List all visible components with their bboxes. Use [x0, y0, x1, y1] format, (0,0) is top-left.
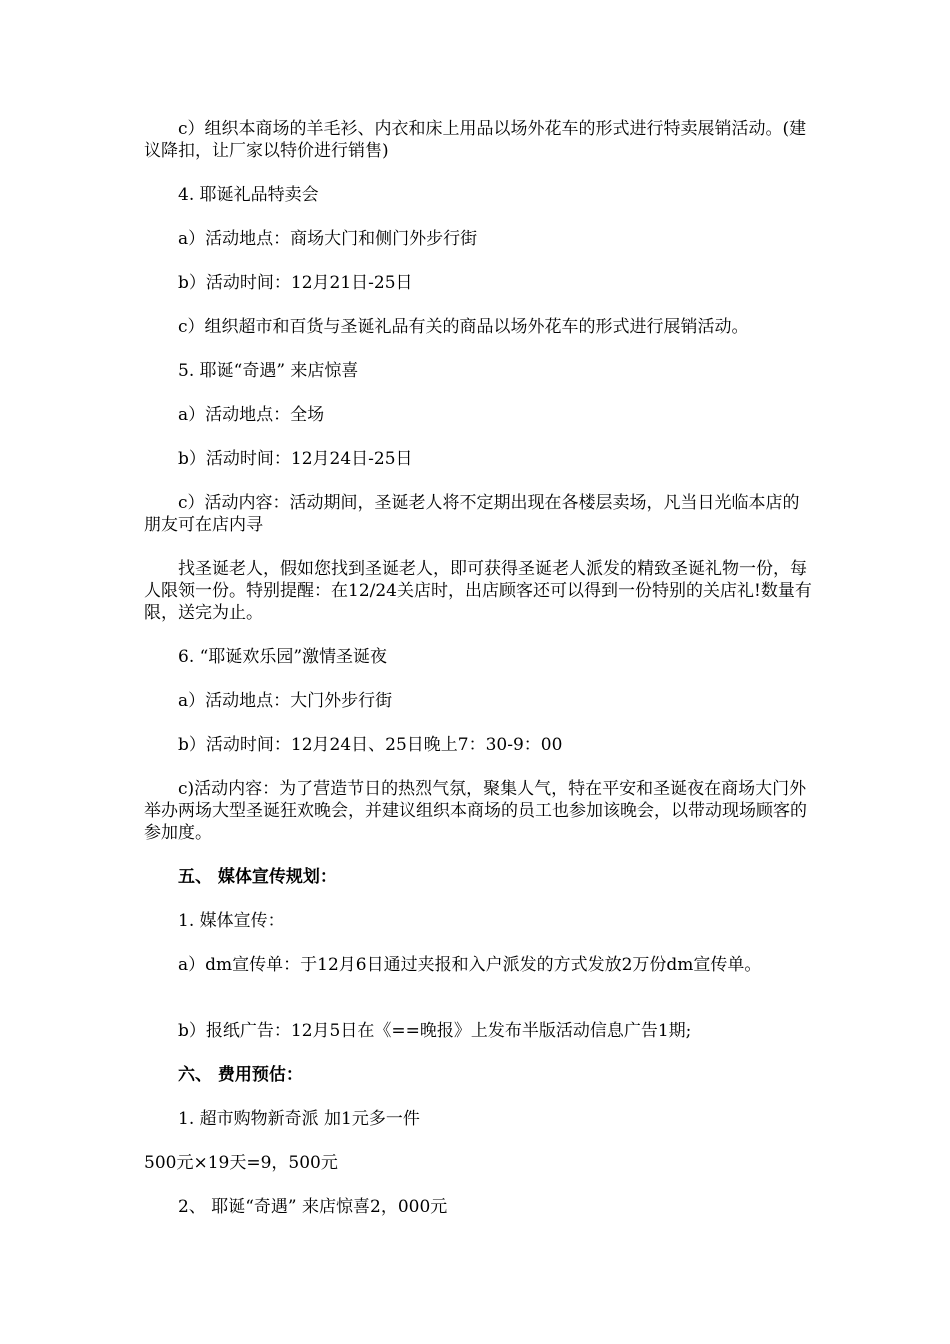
budget-item-1: 1. 超市购物新奇派 加1元多一件	[178, 1109, 420, 1129]
section-5-title: 5. 耶诞“奇遇” 来店惊喜	[178, 361, 359, 381]
paragraph-5c-content: c）活动内容：活动期间，圣诞老人将不定期出现在各楼层卖场，凡当日光临本店的朋友可在店内寻	[144, 493, 800, 535]
media-item-newspaper: b）报纸广告：12月5日在《==晚报》上发布半版活动信息广告1期;	[178, 1021, 692, 1041]
budget-item-2: 2、 耶诞“奇遇” 来店惊喜2，000元	[178, 1197, 448, 1217]
paragraph-4b-time: b）活动时间：12月21日-25日	[178, 273, 413, 293]
paragraph-6b-time: b）活动时间：12月24日、25日晚上7：30-9：00	[178, 735, 563, 755]
paragraph-5a-location: a）活动地点：全场	[178, 405, 325, 425]
paragraph-5c-continued: 找圣诞老人，假如您找到圣诞老人，即可获得圣诞老人派发的精致圣诞礼物一份，每人限领一份。特别提醒：在12/24关店时，出店顾客还可以得到一份特别的关店礼!数量有限，送完为止。	[144, 559, 812, 623]
paragraph-5b-time: b）活动时间：12月24日-25日	[178, 449, 413, 469]
section-4-title: 4. 耶诞礼品特卖会	[178, 185, 319, 205]
paragraph-sweater-sale: c）组织本商场的羊毛衫、内衣和床上用品以场外花车的形式进行特卖展销活动。(建议降扣，让厂家以特价进行销售)	[144, 119, 807, 161]
section-6-title: 6. “耶诞欢乐园”激情圣诞夜	[178, 647, 388, 667]
paragraph-4a-location: a）活动地点：商场大门和侧门外步行街	[178, 229, 478, 249]
paragraph-6c-content: c)活动内容：为了营造节日的热烈气氛，聚集人气，特在平安和圣诞夜在商场大门外举办两场大型圣诞狂欢晚会，并建议组织本商场的员工也参加该晚会，以带动现场顾客的参加度。	[144, 779, 807, 843]
section-heading-budget: 六、 费用预估：	[178, 1065, 303, 1085]
media-item-dm-flyer: a）dm宣传单：于12月6日通过夹报和入户派发的方式发放2万份dm宣传单。	[178, 955, 762, 975]
paragraph-4c-content: c）组织超市和百货与圣诞礼品有关的商品以场外花车的形式进行展销活动。	[178, 317, 749, 337]
media-item-1: 1. 媒体宣传：	[178, 911, 285, 931]
section-heading-media: 五、 媒体宣传规划：	[178, 867, 337, 887]
budget-item-1-calculation: 500元×19天=9，500元	[144, 1153, 338, 1173]
paragraph-6a-location: a）活动地点：大门外步行街	[178, 691, 393, 711]
